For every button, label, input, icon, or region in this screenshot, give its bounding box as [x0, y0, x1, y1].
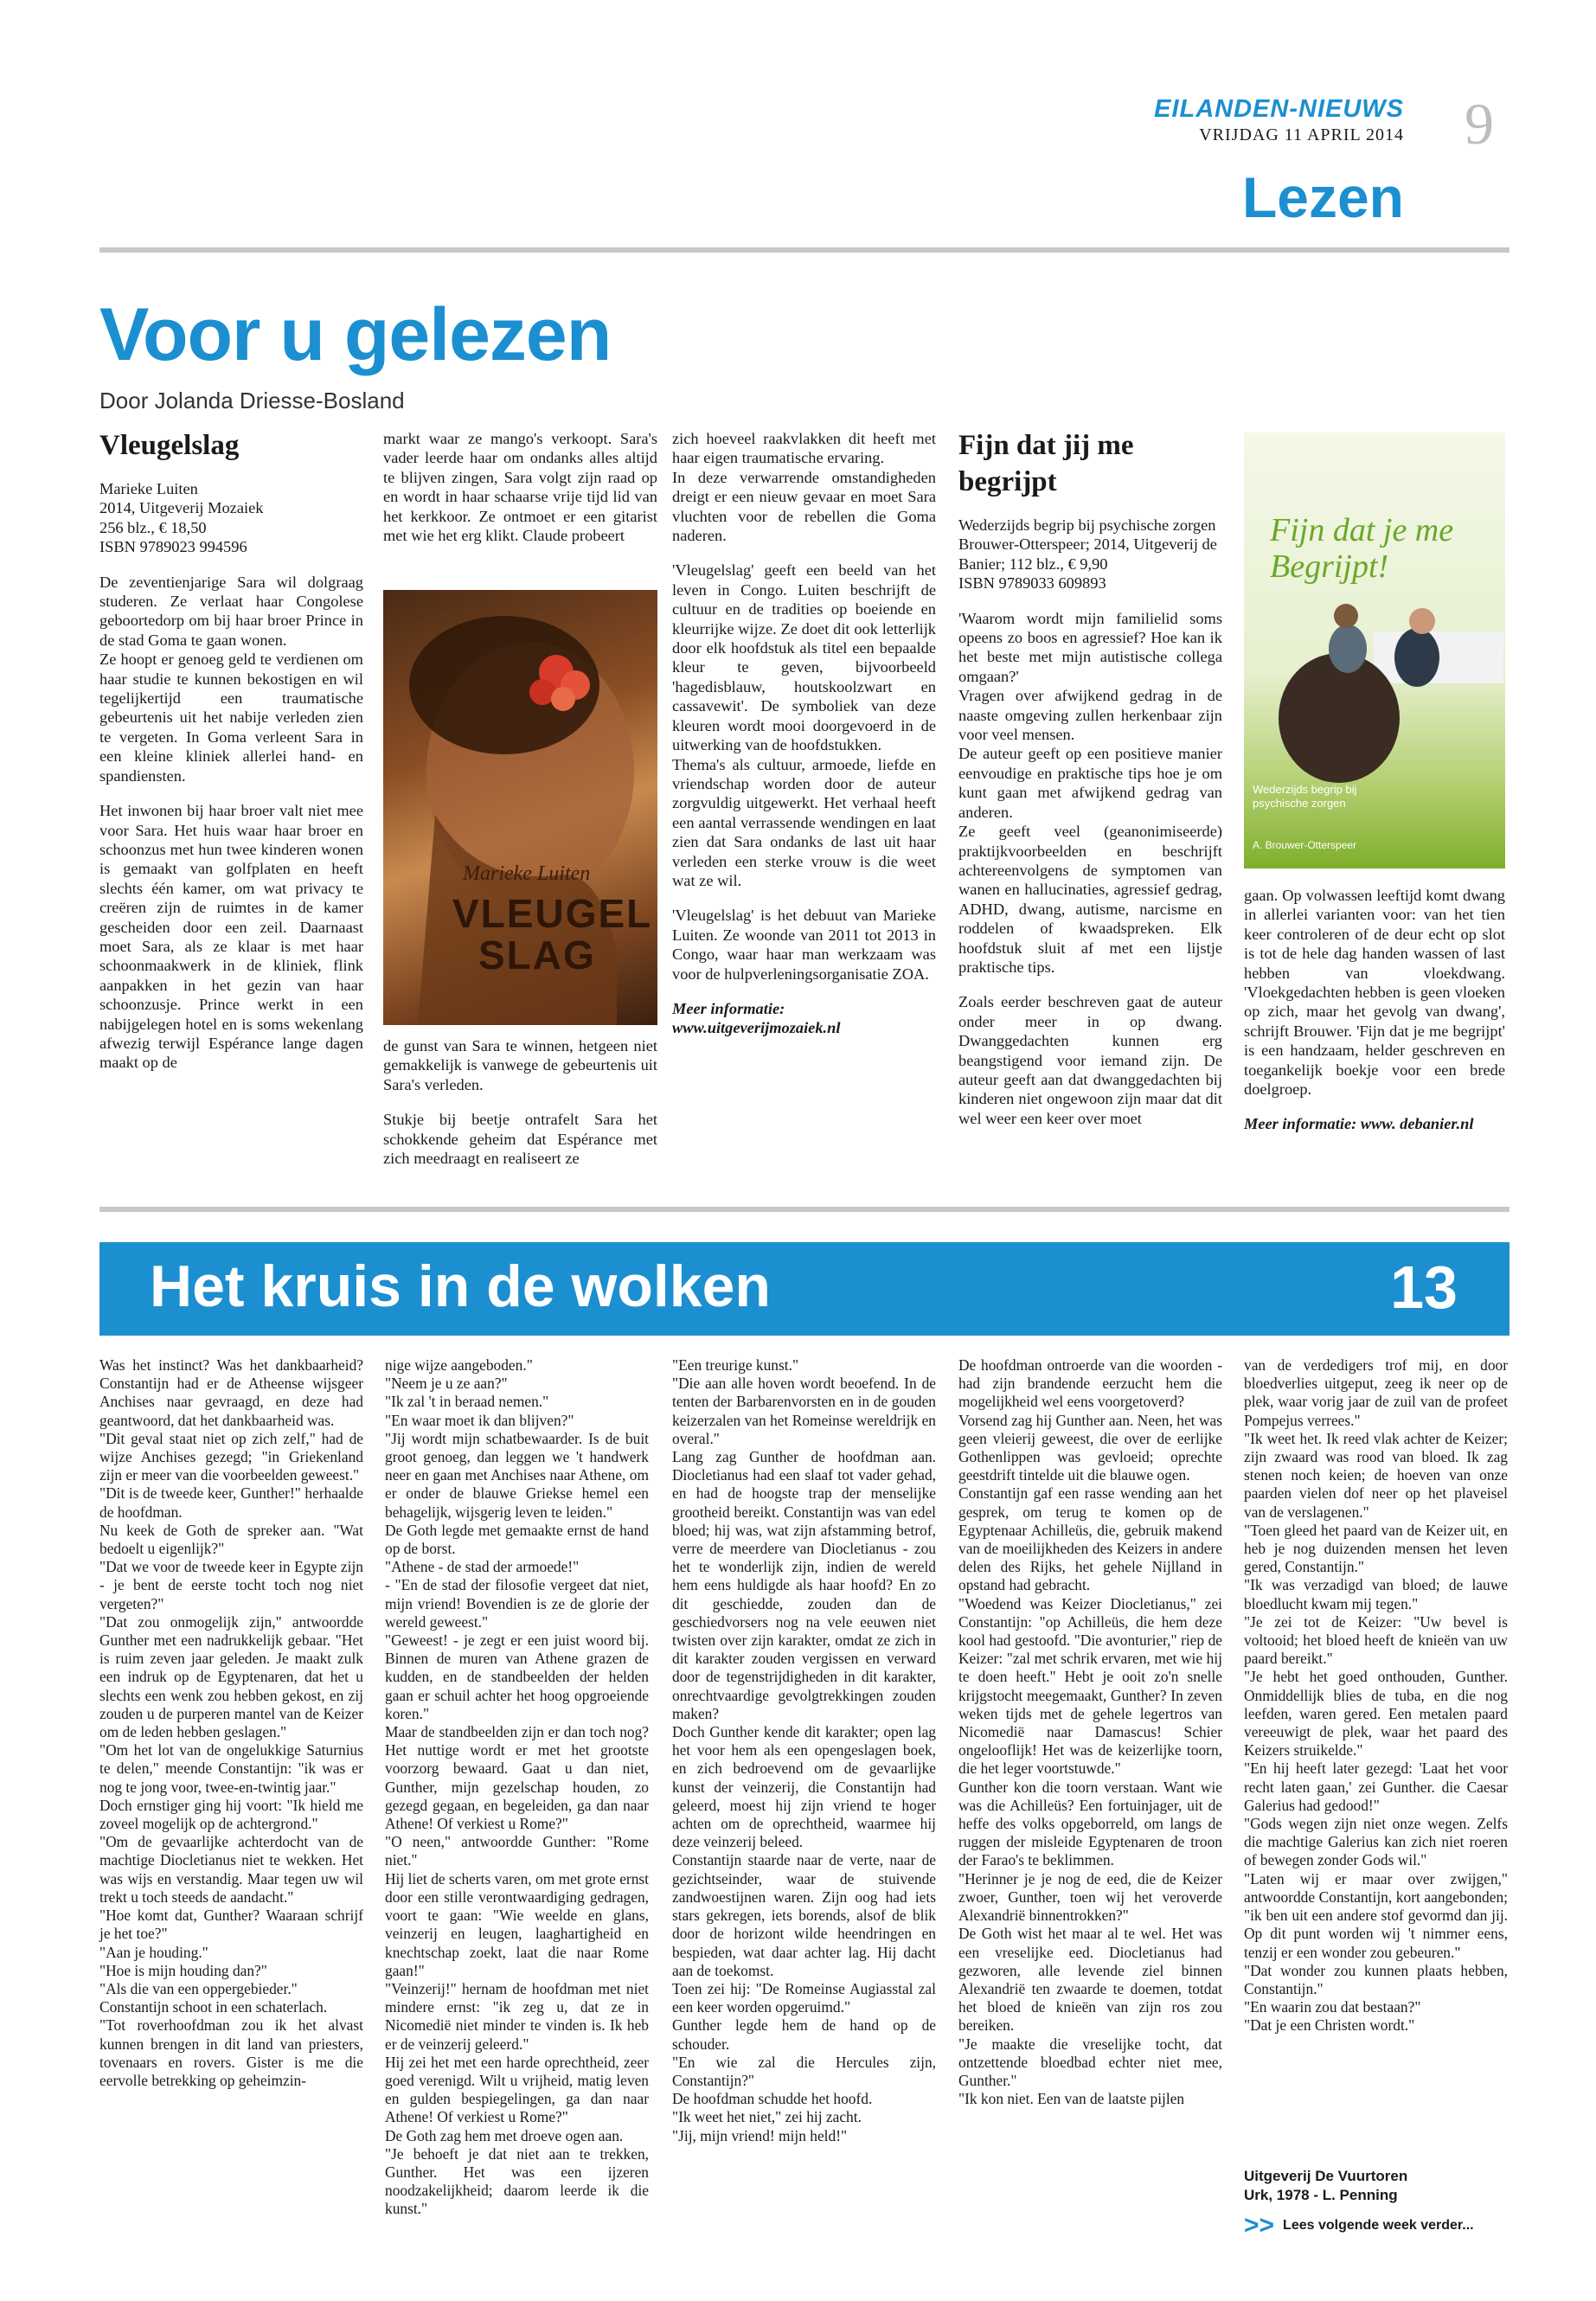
cover2-author: A. Brouwer-Otterspeer — [1253, 839, 1357, 851]
issue-date: VRIJDAG 11 APRIL 2014 — [1199, 125, 1404, 144]
paragraph: 'Vleugelslag' geeft een beeld van het leven in Congo. Luiten beschrijft de cultuur en de tradities op boeiende en kleurrijke wijze. Ze doet dit ook letterlijk door elk hoofdstuk als titel een bepaalde kleur te geven, bijvoorbeeld 'hagedisblauw, houtskoolzwart en cassavewit'. De symboliek van deze kleuren wordt mooi doorgevoerd in de uitwerking van de hoofdstukken. — [672, 561, 936, 754]
continue-next-week: >> Lees volgende week verder... — [1244, 2211, 1474, 2240]
serial-publisher: Uitgeverij De Vuurtoren Urk, 1978 - L. Penning — [1244, 2168, 1408, 2203]
serial-title: Het kruis in de wolken — [150, 1253, 771, 1319]
middle-divider — [99, 1207, 1509, 1212]
double-chevron-right-icon: >> — [1244, 2211, 1275, 2240]
book1-column-2-top — [383, 429, 657, 545]
paragraph: 'Vleugelslag' is het debuut van Marieke Luiten. Ze woonde van 2011 tot 2013 in Congo, waar haar man werkzaam was voor de hulpverleningsorganisatie ZOA. — [672, 907, 936, 983]
book1-website-link[interactable]: www.uitgeverijmozaiek.nl — [672, 1019, 841, 1037]
article-headline: Voor u gelezen — [99, 293, 612, 376]
book2-column-2 — [1244, 886, 1505, 1134]
serial-column-5: van de verdedigers trof mij, en door bloedverlies uitgeput, zeeg ik neer op de plek, waar vorig jaar de zuil van de profeet Pompejus verrees." "Ik weet het. Ik reed vlak achter de Keizer; zijn zwaard was rood van bloed. Ik zag stenen noch keien; de hoeven van onze paarden vielen dof neer op het plaveisel van de verslagenen." "Toen gleed het paard van de Keizer uit, en heb je nog duizenden mensen het leven gered, Constantijn." "Ik was verzadigd van bloed; de lauwe bloedlucht kwam mij tegen." "Je zei tot de Keizer: "Uw bevel is voltooid; het bloed heeft de knieën van uw paard bereikt." "Je hebt het goed onthouden, Gunther. Onmiddellijk blies de tuba, en die nog leefden, waren gered. Een metalen paard vereeuwigt de plek, waar het paard des Keizers struikelde." "En hij heeft later gezegd: 'Laat het voor recht laten gaan,' zei Gunther. die Caesar Galerius had gedood!" "Gods wegen zijn niet onze wegen. Zelfs die machtige Galerius kan zich niet roeren of bewegen zonder Gods wil." "Laten wij er maar over zwijgen," antwoordde Constantijn, kort aangebonden; "ik ben uit een andere stof gevormd dan jij. Op dit punt worden wij 't nimmer eens, tenzij er een wonder zou gebeuren." "Dat wonder zou kunnen plaats hebben, Constantijn." "En waarin zou dat bestaan?" "Dat je een Christen wordt." — [1244, 1356, 1508, 2035]
paragraph: Stukje bij beetje ontrafelt Sara het schokkende geheim dat Espérance met zich meedraagt en realiseert ze — [383, 1111, 657, 1168]
newspaper-logo: EILANDEN-NIEUWS — [1154, 95, 1404, 123]
masthead — [1058, 95, 1404, 145]
paragraph: gaan. Op volwassen leeftijd komt dwang in allerlei varianten voor: van het tien keer controleren of de deur echt op slot is tot de hele dag handen wassen of last hebben van vloekdwang. 'Vloekgedachten hebben is geen vloeken op zich, maar het gevolg van dwang', schrijft Brouwer. 'Fijn dat je me begrijpt' is een handzaam, helder geschreven en toegankelijk boekje voor een brede doelgroep. — [1244, 887, 1505, 1099]
cover2-title: Fijn dat je me Begrijpt! — [1270, 512, 1454, 585]
paragraph: zich hoeveel raakvlakken dit heeft met haar eigen traumatische ervaring. — [672, 430, 936, 467]
paragraph: Zoals eerder beschreven gaat de auteur onder meer in op dwang. Dwanggedachten kunnen erg beangstigend voor iemand zijn. De auteur geeft aan dat dwanggedachten bij kinderen niet ongewoon zijn maar dat dit wel weer een keer over moet — [958, 993, 1222, 1127]
paragraph: In deze verwarrende omstandigheden dreigt er een nieuw gevaar en moet Sara vluchten voor de rebellen die Goma naderen. — [672, 468, 936, 545]
book2-title: Fijn dat jij me begrijpt — [958, 430, 1134, 497]
cover1-author: Marieke Luiten — [463, 862, 591, 885]
section-title: Lezen — [1241, 165, 1404, 229]
paragraph: markt waar ze mango's verkoopt. Sara's vader leerde haar om ondanks alles altijd te blijven zingen, Sara volgt zijn raad op en wordt in haar schaarse vrije tijd lid van het kerkkoor. Ze ontmoet er een gitarist met wie het erg klikt. Claude probeert — [383, 430, 657, 545]
book1-title: Vleugelslag — [99, 430, 240, 461]
paragraph: 'Waarom wordt mijn familielid soms opeens zo boos en agressief? Hoe kan ik het beste met mijn autistische collega omgaan?' — [958, 609, 1222, 685]
book-cover-fijn-dat-je-me-begrijpt — [1244, 433, 1505, 868]
serial-column-1: Was het instinct? Was het dankbaarheid? Constantijn had er de Atheense wijsgeer Anchises naar gevraagd, en deze had geantwoord, dat het dankbaarheid was. "Dit geval staat niet op zich zelf," had de wijze Anchises gezegd; "in Griekenland zijn er meer van die voorbeelden geweest." "Dit is de tweede keer, Gunther!" herhaalde de hoofdman. Nu keek de Goth de spreker aan. "Wat bedoelt u eigenlijk?" "Dat we voor de tweede keer in Egypte zijn - je bent de eerste tocht toch nog niet vergeten?" "Dat zou onmogelijk zijn," antwoordde Gunther met een nadrukkelijk gebaar. "Het is ruim zeven jaar geleden. Je maakt zulk een indruk op de Egyptenaren, dat het u slechts een wenk zou hebben gekost, en zij zouden u de purperen mantel van de Keizer om de leden hebben geslagen." "Om het lot van de ongelukkige Saturnius te delen," meende Constantijn: "ik was er nog te jong voor, twee-en-twintig jaar." Doch ernstiger ging hij voort: "Ik hield me zoveel mogelijk op de achtergrond." "Om de gevaarlijke achterdocht van de machtige Diocletianus niet te wekken. Het was wijs en verstandig. Maar tegen uw wil trekt u toch steeds de aandacht." "Hoe komt dat, Gunther? Waaraan schrijf je het toe?" "Aan je houding." "Hoe is mijn houding dan?" "Als die van een oppergebieder." Constantijn schoot in een schaterlach. "Tot roverhoofdman zou ik het alvast kunnen brengen in dit land van priesters, tovenaars en rovers. Gister is me die eervolle betrekking op geheimzin- — [99, 1356, 363, 2089]
book1-more-info: Meer informatie: www.uitgeverijmozaiek.nl — [672, 999, 936, 1038]
book2-meta: Wederzijds begrip bij psychische zorgen Brouwer-Otterspeer; 2014, Uitgeverij de Banier; 112 blz., € 9,90 ISBN 9789033 609893 — [958, 516, 1217, 593]
book-cover-vleugelslag — [383, 590, 657, 1025]
paragraph: Vragen over afwijkend gedrag in de naaste omgeving zullen herkenbaar zijn voor veel mensen. — [958, 687, 1222, 744]
book1-column-3 — [672, 429, 936, 1038]
paragraph: Het inwonen bij haar broer valt niet mee voor Sara. Het huis waar haar broer en schoonzus met hun twee kinderen wonen is gemaakt van golfplaten en heeft slechts één kamer, om wat privacy te creëren zijn de ruimtes in de kamer gescheiden door een zeil. Daarnaast moet Sara, als ze klaar is met haar schoonmaakwerk in de kliniek, flink aanpakken in het gezin van haar schoonzusje. Prince werkt in een nabijgelegen hotel en is soms wekenlang afwezig terwijl Espérance lange dagen maakt op de — [99, 802, 363, 1072]
book1-column-1 — [99, 427, 363, 1073]
top-divider — [99, 247, 1509, 253]
serial-episode-number: 13 — [1390, 1253, 1458, 1321]
page-number: 9 — [1465, 91, 1494, 157]
book2-more-info[interactable]: Meer informatie: www. debanier.nl — [1244, 1115, 1474, 1133]
paragraph: De zeventienjarige Sara wil dolgraag studeren. Ze verlaat haar Congolese geboortedorp om bij haar broer Prince in de stad Goma te gaan wonen. — [99, 573, 363, 649]
cover2-subtitle: Wederzijds begrip bij psychische zorgen — [1253, 783, 1357, 810]
book1-meta: Marieke Luiten 2014, Uitgeverij Mozaiek 256 blz., € 18,50 ISBN 9789023 994596 — [99, 480, 264, 556]
paragraph: De auteur geeft op een positieve manier eenvoudige en praktische tips hoe je om kunt gaan met afwijkend gedrag van anderen. — [958, 745, 1222, 821]
paragraph: Ze geeft veel (geanonimiseerde) praktijkvoorbeelden en beschrijft achtereenvolgens de symptomen van wanen en hallucinaties, agressief gedrag, ADHD, dwang, autisme, narcisme en roddelen of kwaadspreken. Elk hoofdstuk sluit af met een lijstje praktische tips. — [958, 823, 1222, 976]
paragraph: Ze hoopt er genoeg geld te verdienen om haar studie te kunnen bekostigen en wil tegelijkertijd een traumatische gebeurtenis uit het nabije verleden zien te vergeten. In Goma verleent Sara in een kleine kliniek allerlei hand- en spandiensten. — [99, 651, 363, 785]
paragraph: Thema's als cultuur, armoede, liefde en vriendschap worden door de auteur zorgvuldig uitgewerkt. Het verhaal heeft een aantal verrassende wendingen en laat zien dat Sara ondanks de last uit haar verleden een sterke vrouw is die weet wat ze wil. — [672, 755, 936, 889]
serial-banner — [99, 1242, 1509, 1336]
paragraph: de gunst van Sara te winnen, hetgeen niet gemakkelijk is vanwege de gebeurtenis uit Sara's verleden. — [383, 1037, 657, 1093]
serial-column-3: "Een treurige kunst." "Die aan alle hoven wordt beoefend. In de tenten der Barbarenvorsten en in de gouden keizerzalen van het Romeinse wereldrijk en overal." Lang zag Gunther de hoofdman aan. Diocletianus had een slaaf tot vader gehad, en had de hoogste trap der menselijke grootheid bereikt. Constantijn was van edel bloed; hij was, wat zijn afstamming betrof, verre de meerdere van Diocletianus - zou het te wonderlijk zijn, indien de wereld hem eens huldigde als haar hoofd? En zo dit geschiedde, zouden dan de geschiedvorsers nog na vele eeuwen niet twisten over zijn karakter, omdat ze zich in dit karakter zouden vergissen en verward door de tegenstrijdigheden in dit karakter, onrechtvaardige gevolgtrekkingen zouden maken? Doch Gunther kende dit karakter; open lag het voor hem als een opengeslagen boek, en zich bedroevend om de gevaarlijke kunst der veinzerij, die Constantijn had geleerd, moest hij zijn vriend te hoger achten om de oprechtheid, waarmee hij deze veinzerij beleed. Constantijn staarde naar de verte, naar de gezichtseinder, waar de stuivende zandwoestijnen waren. Zijn oog had iets stars gekregen, iets borends, alsof de blik door de horizont wilde heendringen en bespieden, wat daar achter lag. Hij dacht aan de toekomst. Toen zei hij: "De Romeinse Augiasstal zal een keer worden opgeruimd." Gunther legde hem de hand op de schouder. "En wie zal die Hercules zijn, Constantijn?" De hoofdman schudde het hoofd. "Ik weet het niet," zei hij zacht. "Jij, mijn vriend! mijn held!" — [672, 1356, 936, 2144]
serial-column-4: De hoofdman ontroerde van die woorden - had zijn brandende eerzucht hem die mogelijkheid wel eens voorgetoverd? Vorsend zag hij Gunther aan. Neen, het was geen vleierij geweest, die over de eerlijke Gothenlippen was gevloeid; oprechte geestdrift tintelde uit die blauwe ogen. Constantijn gaf een rasse wending aan het gesprek, om terug te komen op de Egyptenaar Achilleüs, die, gebruik makend van de moeilijkheden des Keizers in andere delen des Rijks, het gehele Nijlland in opstand had gebracht. "Woedend was Keizer Diocletianus," zei Constantijn: "op Achilleüs, die hem deze kool had gestoofd. "Die avonturier," riep de Keizer: "zal met schrik ervaren, met wie hij te doen heeft." Hebt je ooit zo'n snelle krijgstocht meegemaakt, Gunther? In zeven weken tijds met de gehele legertros van Nicomedië naar Damascus! Schier ongelooflijk! Het was de keizerlijke toorn, die het leger voortstuwde." Gunther kon die toorn verstaan. Want wie was die Achilleüs? Een fortuinjager, uit de heffe des volks opgeborreld, om langs de ruggen der misleide Egyptenaren de troon der Farao's te beklimmen. "Herinner je je nog de eed, die de Keizer zwoer, Gunther, toen wij het veroverde Alexandrië binnentrokken?" De Goth wist het maar al te wel. Het was een vreselijke eed. Diocletianus had gezworen, alle levende ziel binnen Alexandrië ten zwaarde te doemen, totdat het bloed de knieën van zijn ros zou bereiken. "Je maakte die vreselijke tocht, dat ontzettende bloedbad echter niet mee, Gunther." "Ik kon niet. Een van de laatste pijlen — [958, 1356, 1222, 2108]
book2-column-1 — [958, 427, 1222, 1128]
article-byline: Door Jolanda Driesse-Bosland — [99, 388, 405, 413]
cover1-title: VLEUGEL SLAG — [452, 891, 653, 977]
book1-column-2-bottom — [383, 1036, 657, 1168]
serial-column-2: nige wijze aangeboden." "Neem je u ze aan?" "Ik zal 't in beraad nemen." "En waar moet ik dan blijven?" "Jij wordt mijn schatbewaarder. Is de buit groot genoeg, dan leggen we 't handwerk neer en gaan met Anchises naar Athene, om er onder de blauwe Griekse hemel een behagelijk, wijsgerig leven te leiden." De Goth legde met gemaakte ernst de hand op de borst. "Athene - de stad der armoede!" - "En de stad der filosofie vergeet dat niet, mijn vriend! Bovendien is ze de glorie der wereld geweest." "Geweest! - je zegt er een juist woord bij. Binnen de muren van Athene grazen de kudden, en de standbeelden der helden gaan er schuil achter het hoog opgroeiende koren." Maar de standbeelden zijn er dan toch nog? Het nuttige wordt er met het grootste voorzorg bewaard. Gaat u dan niet, Gunther, mijn gezelschap houden, zo gezegd gegaan, en begeleiden, ga dan naar Athene! Of verkiest u Rome?" "O neen," antwoordde Gunther: "Rome niet." Hij liet de scherts varen, om met grote ernst door een stille verontwaardiging gedragen, voort te gaan: "Wie weelde en glans, veinzerij en leugen, laaghartigheid en knechtschap zoekt, laat die naar Rome gaan!" "Veinzerij!" hernam de hoofdman met niet mindere ernst: "ik zeg u, dat ze in Nicomedië niet minder te vinden is. Ik heb er de veinzerij geleerd." Hij zei het met een harde oprechtheid, zeer goed verenigd. Wilt u vrijheid, matig leven en gulden bespiegelingen, ga dan naar Athene! Of verkiest u Rome?" De Goth zag hem met droeve ogen aan. "Je behoeft je dat niet aan te trekken, Gunther. Het was een ijzeren noodzakelijkheid; daarom leerde ik die kunst." — [385, 1356, 649, 2218]
